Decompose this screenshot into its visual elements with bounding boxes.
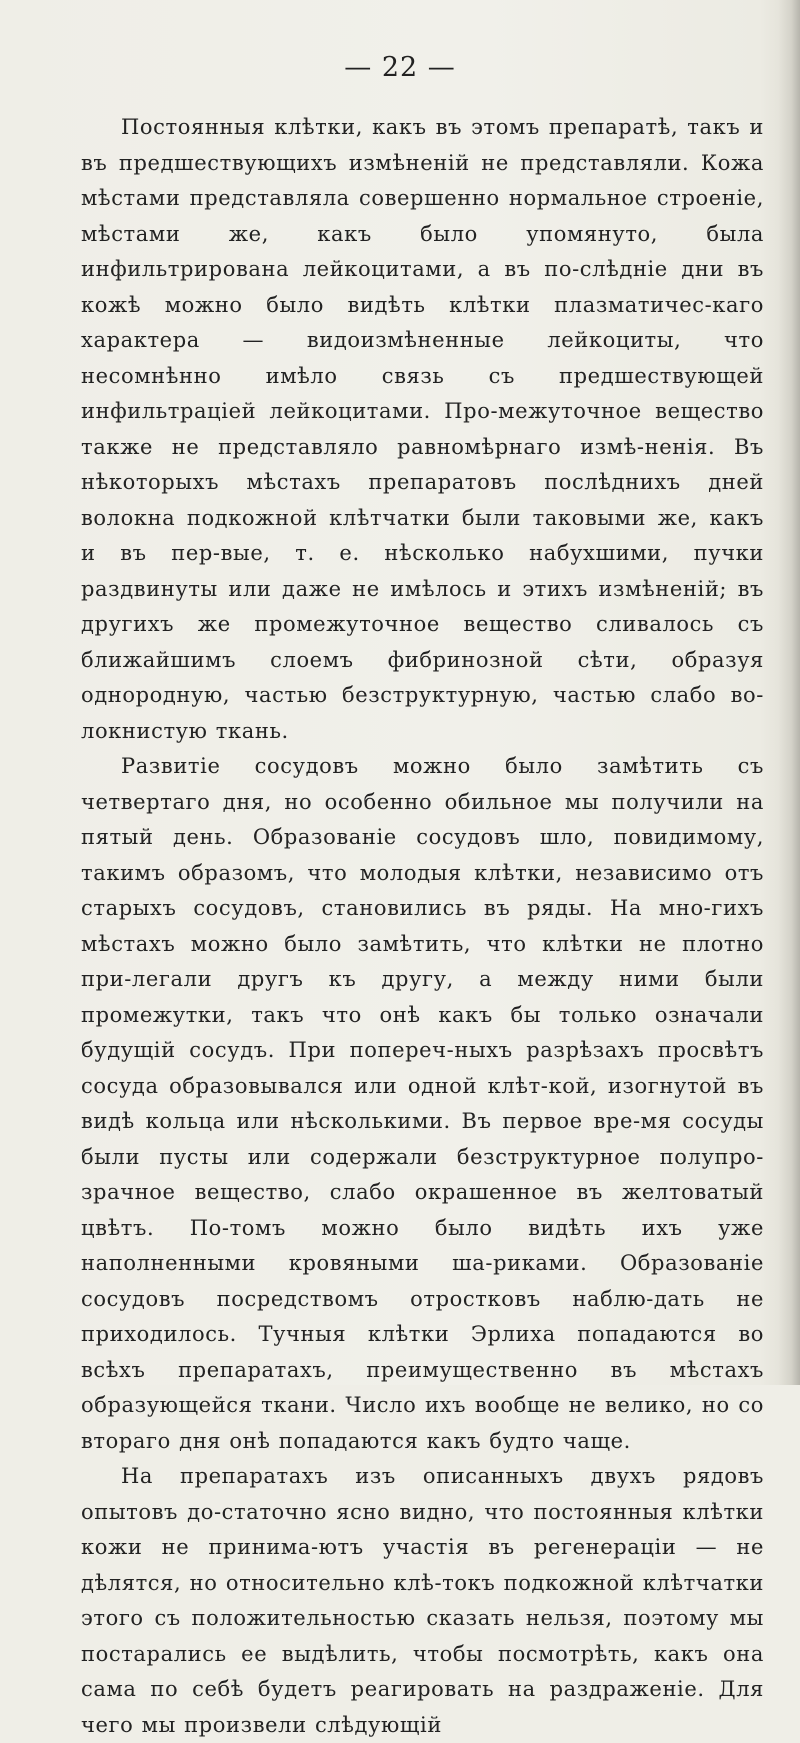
paragraph-3: На препаратахъ изъ описанныхъ двухъ рядовъ опытовъ до-статочно ясно видно, что постоянныя клѣтки кожи не принима-ютъ участія въ регенераціи — не дѣлятся, но относительно клѣ-токъ подкожной клѣтчатки этого съ положительностью сказать нельзя, поэтому мы постарались ее выдѣлить, чтобы посмотрѣть, какъ она сама по себѣ будетъ реагировать на раздраженіе. Для чего мы произвели слѣдующій: [81, 1464, 764, 1737]
paragraph-2: Развитіе сосудовъ можно было замѣтить съ четвертаго дня, но особенно обильное мы получили на пятый день. Образованіе сосудовъ шло, повидимому, такимъ образомъ, что молодыя клѣтки, независимо отъ старыхъ сосудовъ, становились въ ряды. На мно-гихъ мѣстахъ можно было замѣтить, что клѣтки не плотно при-легали другъ къ другу, а между ними были промежутки, такъ что онѣ какъ бы только означали будущій сосудъ. При попереч-ныхъ разрѣзахъ просвѣтъ сосуда образовывался или одной клѣт-кой, изогнутой въ видѣ кольца или нѣсколькими. Въ первое вре-мя сосуды были пусты или содержали безструктурное полупро-зрачное вещество, слабо окрашенное въ желтоватый цвѣтъ. По-томъ можно было видѣть ихъ уже наполненными кровяными ша-риками. Образованіе сосудовъ посредствомъ отростковъ наблю-дать не приходилось. Тучныя клѣтки Эрлиха попадаются во всѣхъ препаратахъ, преимущественно въ мѣстахъ образующейся ткани. Число ихъ вообще не велико, но со втораго дня онѣ попадаются какъ будто чаще.: [81, 754, 764, 1453]
page-edge-shadow: [778, 0, 800, 1385]
paragraph-1: Постоянныя клѣтки, какъ въ этомъ препаратѣ, такъ и въ предшествующихъ измѣненій не представляли. Кожа мѣстами представляла совершенно нормальное строеніе, мѣстами же, какъ было упомянуто, была инфильтрирована лейкоцитами, а въ по-слѣдніе дни въ кожѣ можно было видѣть клѣтки плазматичес-каго характера — видоизмѣненные лейкоциты, что несомнѣнно имѣло связь съ предшествующей инфильтраціей лейкоцитами. Про-межуточное вещество также не представляло равномѣрнаго измѣ-ненія. Въ нѣкоторыхъ мѣстахъ препаратовъ послѣднихъ дней волокна подкожной клѣтчатки были таковыми же, какъ и въ пер-вые, т. е. нѣсколько набухшими, пучки раздвинуты или даже не имѣлось и этихъ измѣненій; въ другихъ же промежуточное вещество сливалось съ ближайшимъ слоемъ фибринозной сѣти, образуя однородную, частью безструктурную, частью слабо во-локнистую ткань.: [81, 115, 764, 743]
body-text: [81, 110, 764, 1743]
page-number: — 22 —: [344, 52, 456, 83]
